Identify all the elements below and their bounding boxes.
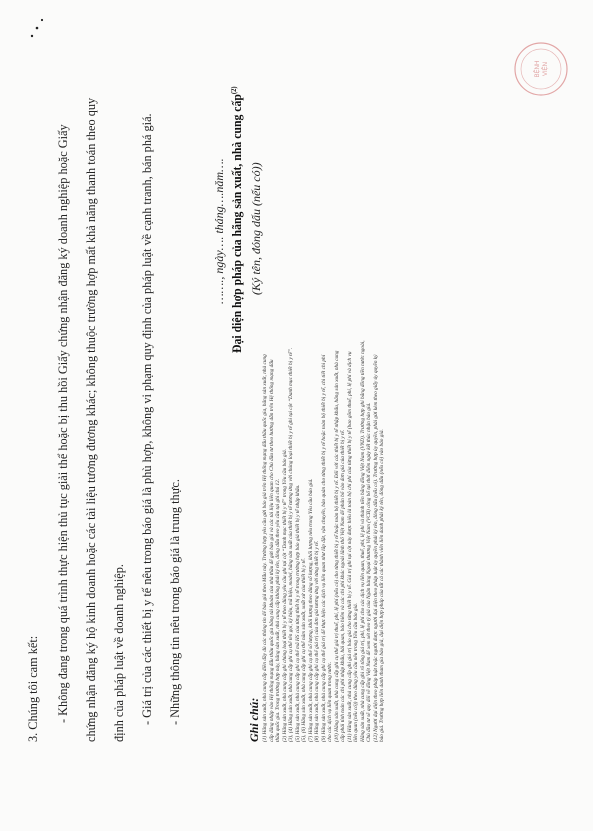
svg-text:VIỆN: VIỆN — [543, 61, 549, 77]
scan-speck-marks — [28, 15, 46, 39]
note-line: thầu quốc gia. Trong trường hợp này, hãng sản xuất, nhà cung cấp không phải ký tên, đóng dấu theo yêu cầu tại ghi chú 12. — [275, 478, 281, 742]
svg-text:BỆNH: BỆNH — [535, 60, 541, 78]
commitment-line-3: định của pháp luật về doanh nghiệp. — [112, 564, 126, 742]
note-line: báo giá. Trường hợp liên danh tham gia báo giá, đại diện hợp pháp của tất cả các thành viên liên danh phải ký tên, đóng dấu (nếu có) vào báo giá. — [379, 429, 385, 742]
red-seal-stamp — [512, 40, 570, 98]
signature-title — [230, 86, 245, 353]
note-line: (9) Hãng sản xuất, nhà cung cấp ghi cụ thể giá trị để thực hiện các dịch vụ liên quan như lắp đặt, vận chuyển, bảo quản cho từng thiết bị y tế hoặc toàn bộ thiết bị y tế, chi tiết chi phí — [320, 354, 327, 742]
note-line: (5) Hãng sản xuất, nhà cung cấp ghi cụ thể mã HS của từng thiết bị y tế trong trường hợp báo giá thiết bị y tế nhập khẩu. — [294, 484, 301, 742]
note-line: (10) Hãng sản xuất, nhà cung cấp ghi cụ thể giá trị thuế, phí, lệ phí (nếu có) cho từng thiết bị y tế hoặc toàn bộ thiết bị y tế. Đối với các thiết bị y tế nhập khẩu, hãng sản xuất, nhà cung — [333, 350, 340, 742]
signature-subtitle: (Ký tên, đóng dấu (nếu có)) — [249, 162, 263, 295]
note-line: Hãng sản xuất, nhà cung cấp ghi rõ tổng giá trị, phí, lệ phí cho các dịch vụ liên quan, thuế, phí, lệ phí và thành tiền bằng đồng Việt Nam (VND). Trường hợp ghi bằng đồng tiền nước ngoài, — [359, 340, 366, 742]
note-line: (3), (4) Hãng sản xuất, nhà cung cấp ghi cụ thể tên gọi, ký hiệu, mã hiệu, model, hãng sản xuất của thiết bị y tế tương ứng với chủng loại thiết bị y tế ghi tại cột “Danh mục thiết bị y tế”. — [288, 347, 294, 742]
note-line: (1) Hãng sản xuất, nhà cung cấp điền đầy đủ các thông tin để báo giá theo Mẫu này. Trường hợp yêu cầu gửi báo giá trên Hệ thống mạng đấu thầu quốc gia, hãng sản xuất, nhà cung — [262, 354, 268, 742]
note-line: (11) Hãng sản xuất, nhà cung cấp ghi giá trị báo giá cho từng thiết bị y tế. Giá trị ghi tại cột này được hiểu là toàn bộ chi phí của từng thiết bị y tế (bao gồm thuế, phí, lệ phí và dịch vụ — [346, 351, 353, 742]
note-line: liên quan (nếu có)) theo đúng yêu cầu nêu trong Yêu cầu báo giá. — [353, 603, 359, 742]
commitment-line-4: - Giá trị của các thiết bị y tế nêu trong báo giá là phù hợp, không vi phạm quy định của pháp luật về cạnh tranh, bán phá giá. — [140, 113, 154, 725]
commitment-line-5: - Những thông tin nêu trong báo giá là trung thực. — [168, 479, 182, 725]
note-line: (8) Hãng sản xuất, nhà cung cấp ghi cụ thể giá trị của đơn giá tương ứng với từng thiết bị y tế. — [314, 540, 320, 742]
commitment-heading: 3. Chúng tôi cam kết: — [26, 635, 40, 742]
notes-heading: Ghi chú: — [247, 697, 261, 742]
signature-date: ……., ngày…. tháng….năm…. — [212, 158, 226, 304]
commitment-line-2: chứng nhận đăng ký hộ kinh doanh hoặc các tài liệu tương đương khác; không thuộc trường hợp mất khả năng thanh toán theo quy — [84, 97, 98, 742]
signature-title-text: Đại diện hợp pháp của hãng sản xuất, nhà cung cấp — [230, 94, 245, 353]
note-line: cấp đăng nhập vào Hệ thống mạng đấu thầu quốc gia bằng tài khoản của nhà thầu để gửi báo giá và các tài liệu liên quan cho Chủ đầu tư theo hướng dẫn trên Hệ thống mạng đấu — [268, 359, 275, 742]
note-line: Chủ đầu tư sẽ quy đổi về đồng Việt Nam để xem xét theo tỷ giá của Ngân hàng Ngoại thương Việt Nam (VCB) công bố tại thời điểm ngày kết thúc nhận báo giá. — [366, 402, 372, 742]
note-line: (12) Người đại diện theo pháp luật hoặc người được người đại diện theo pháp luật ủy quyền phải ký tên, đóng dấu (nếu có). Trường hợp ủy quyền, phải gửi kèm theo giấy ủy quyền ký — [372, 354, 379, 742]
note-line: cho các dịch vụ liên quan trong nước. — [327, 661, 333, 742]
note-line: (2) Hãng sản xuất, nhà cung cấp ghi chủng loại thiết bị y tế theo đúng yêu cầu ghi tại cột “Danh mục thiết bị y tế” trong Yêu cầu báo giá. — [281, 448, 288, 742]
note-line: (7) Hãng sản xuất, nhà cung cấp ghi cụ thể số lượng, khối lượng theo đúng số lượng, khối lượng nêu trong Yêu cầu báo giá. — [307, 478, 314, 742]
signature-title-sup: (2) — [230, 86, 238, 95]
note-line: (5), (6) Hãng sản xuất, nhà cung cấp ghi cụ thể năm sản xuất, xuất xứ của thiết bị y tế. — [301, 558, 307, 742]
commitment-line-1: - Không đang trong quá trình thực hiện thủ tục giải thể hoặc bị thu hồi Giấy chứng nhận đăng ký doanh nghiệp hoặc Giấy — [56, 124, 70, 723]
note-line: cấp phải tính toán các chi phí nhập khẩu, hải quan, bảo hiểm và các chi phí khác ngoài lãnh thổ Việt Nam để phân bổ vào đơn giá của thiết bị y tế. — [340, 429, 346, 742]
